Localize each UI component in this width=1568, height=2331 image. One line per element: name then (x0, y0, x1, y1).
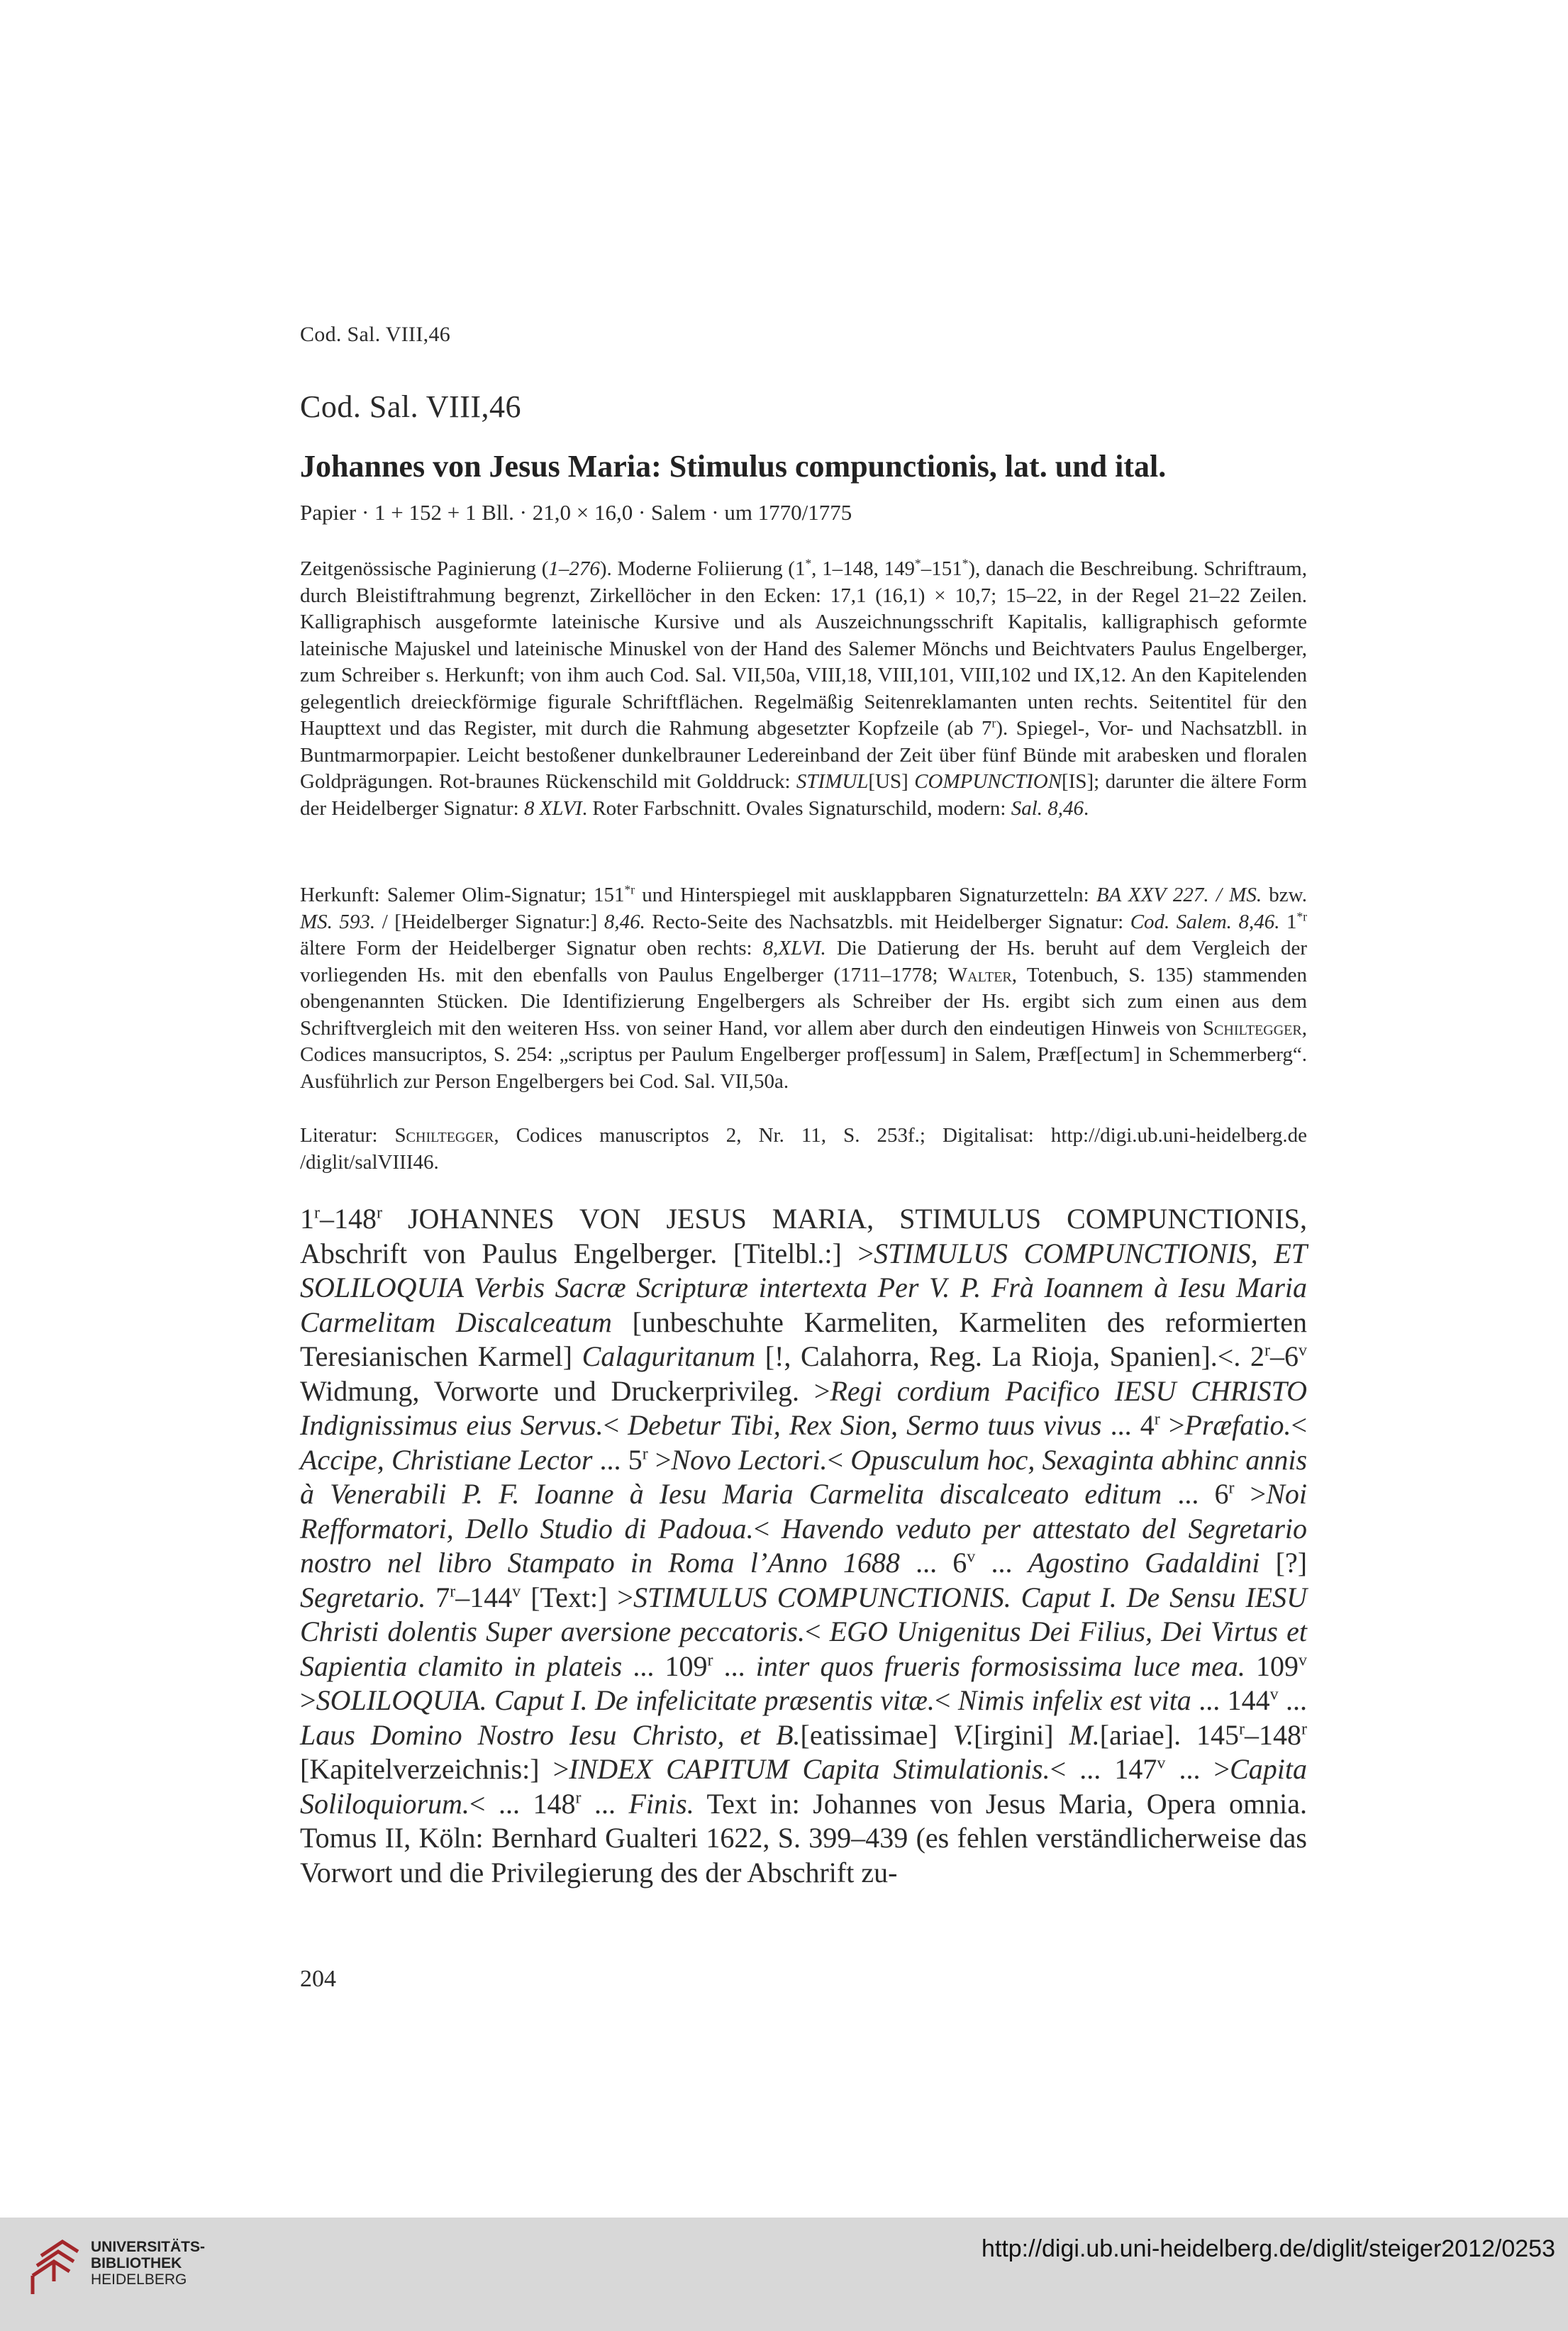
library-logo-icon (28, 2235, 92, 2298)
codicological-description: Zeitgenössische Paginierung (1–276). Moderne Foliierung (1*, 1–148, 149*–151*), danach die Beschreibung. Schriftraum, durch Bleistiftrahmung begrenzt, Zirkellöcher in den Ecken: 17,1 (16,1) × 10,7; 15–22, in der Regel 21–22 Zeilen. Kalligraphisch ausgeformte lateinische Kursive und als Auszeichnungsschrift Kapitalis, kalligraphisch geformte lateinische Majuskel und lateinische Minuskel von der Hand des Salemer Mönchs und Beichtvaters Paulus Engelberger, zum Schreiber s. Herkunft; von ihm auch Cod. Sal. VII,50a, VIII,18, VIII,101, VIII,102 und IX,12. An den Kapitelenden gelegentlich dreieckförmige figurale Schriftflächen. Regelmäßig Seitenreklamanten unten rechts. Seitentitel für den Haupttext und das Register, mit durch die Rahmung abgesetzter Kopfzeile (ab 7$^r$). Spiegel-, Vor- und Nachsatzbll. in Buntmarmorpapier. Leicht bestoßener dunkelbrauner Ledereinband der Zeit über fünf Bünde mit arabesken und floralen Goldprägungen. Rot-braunes Rückenschild mit Golddruck: STIMUL[US] COMPUNCTION[IS]; darunter die ältere Form der Heidelberger Signatur: 8 XLVI. Roter Farbschnitt. Ovales Signaturschild, modern: Sal. 8,46. (300, 556, 1307, 820)
source-url[interactable]: http://digi.ub.uni-heidelberg.de/diglit/steiger2012/0253 (981, 2235, 1555, 2262)
page-number: 204 (300, 1966, 336, 1992)
physical-description: Papier · 1 + 152 + 1 Bll. · 21,0 × 16,0 · Salem · um 1770/1775 (300, 500, 852, 525)
footer-bar (0, 2218, 1568, 2331)
literature-paragraph: Literatur: Schiltegger, Codices manuscriptos 2, Nr. 11, S. 253f.; Digitalisat: http://digi.ub.uni-heidelberg.de /diglit/salVIII46. (300, 1124, 1307, 1174)
shelfmark-heading: Cod. Sal. VIII,46 (300, 389, 522, 424)
provenance-paragraph: Herkunft: Salemer Olim-Signatur; 151$^{*r}$ und Hinterspiegel mit ausklappbaren Signaturzetteln: BA XXV 227. / MS. bzw. MS. 593. / [Heidelberger Signatur:] 8,46. Recto-Seite des Nachsatzbls. mit Heidelberger Signatur: Cod. Salem. 8,46. 1$^{*r}$ ältere Form der Heidelberger Signatur oben rechts: 8,XLVI. Die Datierung der Hs. beruht auf dem Vergleich der vorliegenden Hs. mit den ebenfalls von Paulus Engelberger (1711–1778; Walter, Totenbuch, S. 135) stammenden obengenannten Stücken. Die Identifizierung Engelbergers als Schreiber der Hs. ergibt sich zum einen aus dem Schriftvergleich mit den weiteren Hss. von seiner Hand, vor allem aber durch den eindeutigen Hinweis von Schiltegger, Codices mansucriptos, S. 254: „scriptus per Paulum Engelberger prof[essum] in Salem, Præf[ectum] in Schemmerberg“. Ausführlich zur Person Engelbergers bei Cod. Sal. VII,50a. (300, 882, 1307, 1093)
library-name: UNIVERSITÄTS- BIBLIOTHEK HEIDELBERG (91, 2239, 206, 2288)
running-head: Cod. Sal. VIII,46 (300, 323, 451, 346)
content-entry: 1$^r$–148$^r$ JOHANNES VON JESUS MARIA, STIMULUS COMPUNCTIONIS, Abschrift von Paulus Engelberger. [Titelbl.:] >STIMULUS COMPUNCTIONIS, ET SOLILOQUIA Verbis Sacræ Scripturæ intertexta Per V. P. Frà Ioannem à Iesu Maria Carmelitam Discalceatum [unbeschuhte Karmeliten, Karmeliten des reformierten Teresianischen Karmel] Calaguritanum [!, Calahorra, Reg. La Rioja, Spanien].<. 2$^r$–6$^v$ Widmung, Vorworte und Druckerprivileg. >Regi cordium Pacifico IESU CHRISTO Indignissimus eius Servus.< Debetur Tibi, Rex Sion, Sermo tuus vivus ... $4^r$ >Præfatio.< Accipe, Christiane Lector ... $5^r$ >Novo Lectori.< Opusculum hoc, Sexaginta abhinc annis à Venerabili P. F. Ioanne à Iesu Maria Carmelita discalceato editum ... $6^r >Noi$ Refformatori, Dello Studio di Padoua.< Havendo veduto per attestato del Segretario nostro nel libro Stampato in Roma l’Anno 1688 ... 6$^v$ ... Agostino Gadaldini [?] Segretario. 7$^r$–144$^v$ [Text:] >STIMULUS COMPUNCTIONIS. Caput I. De Sensu IESU Christi dolentis Super aversione peccatoris.< EGO Unigenitus Dei Filius, Dei Virtus et Sapientia clamito in plateis ... 109$^r$ ... inter quos frueris formosissima luce mea. $109^v$ >SOLILOQUIA. Caput I. De infelicitate præsentis vitæ.< Nimis infelix est vita ... 144$^v$ ... Laus Domino Nostro Iesu Christo, et B.[eatissimae] V.[irgini] M.[ariae]. 145$^r$–148$^r$ [Kapitelverzeichnis:] >INDEX CAPITUM Capita Stimulationis.< ... 147$^v$ ... >Capita Soliloquiorum.< ... 148$^r$ ... Finis. Text in: Johannes von Jesus Maria, Opera omnia. Tomus II, Köln: Bernhard Gualteri 1622, S. 399–439 (es fehlen verständlicherweise das Vorwort und die Privilegierung des der Abschrift zu- (300, 1203, 1308, 1888)
work-title: Johannes von Jesus Maria: Stimulus compunctionis, lat. und ital. (300, 449, 1167, 484)
